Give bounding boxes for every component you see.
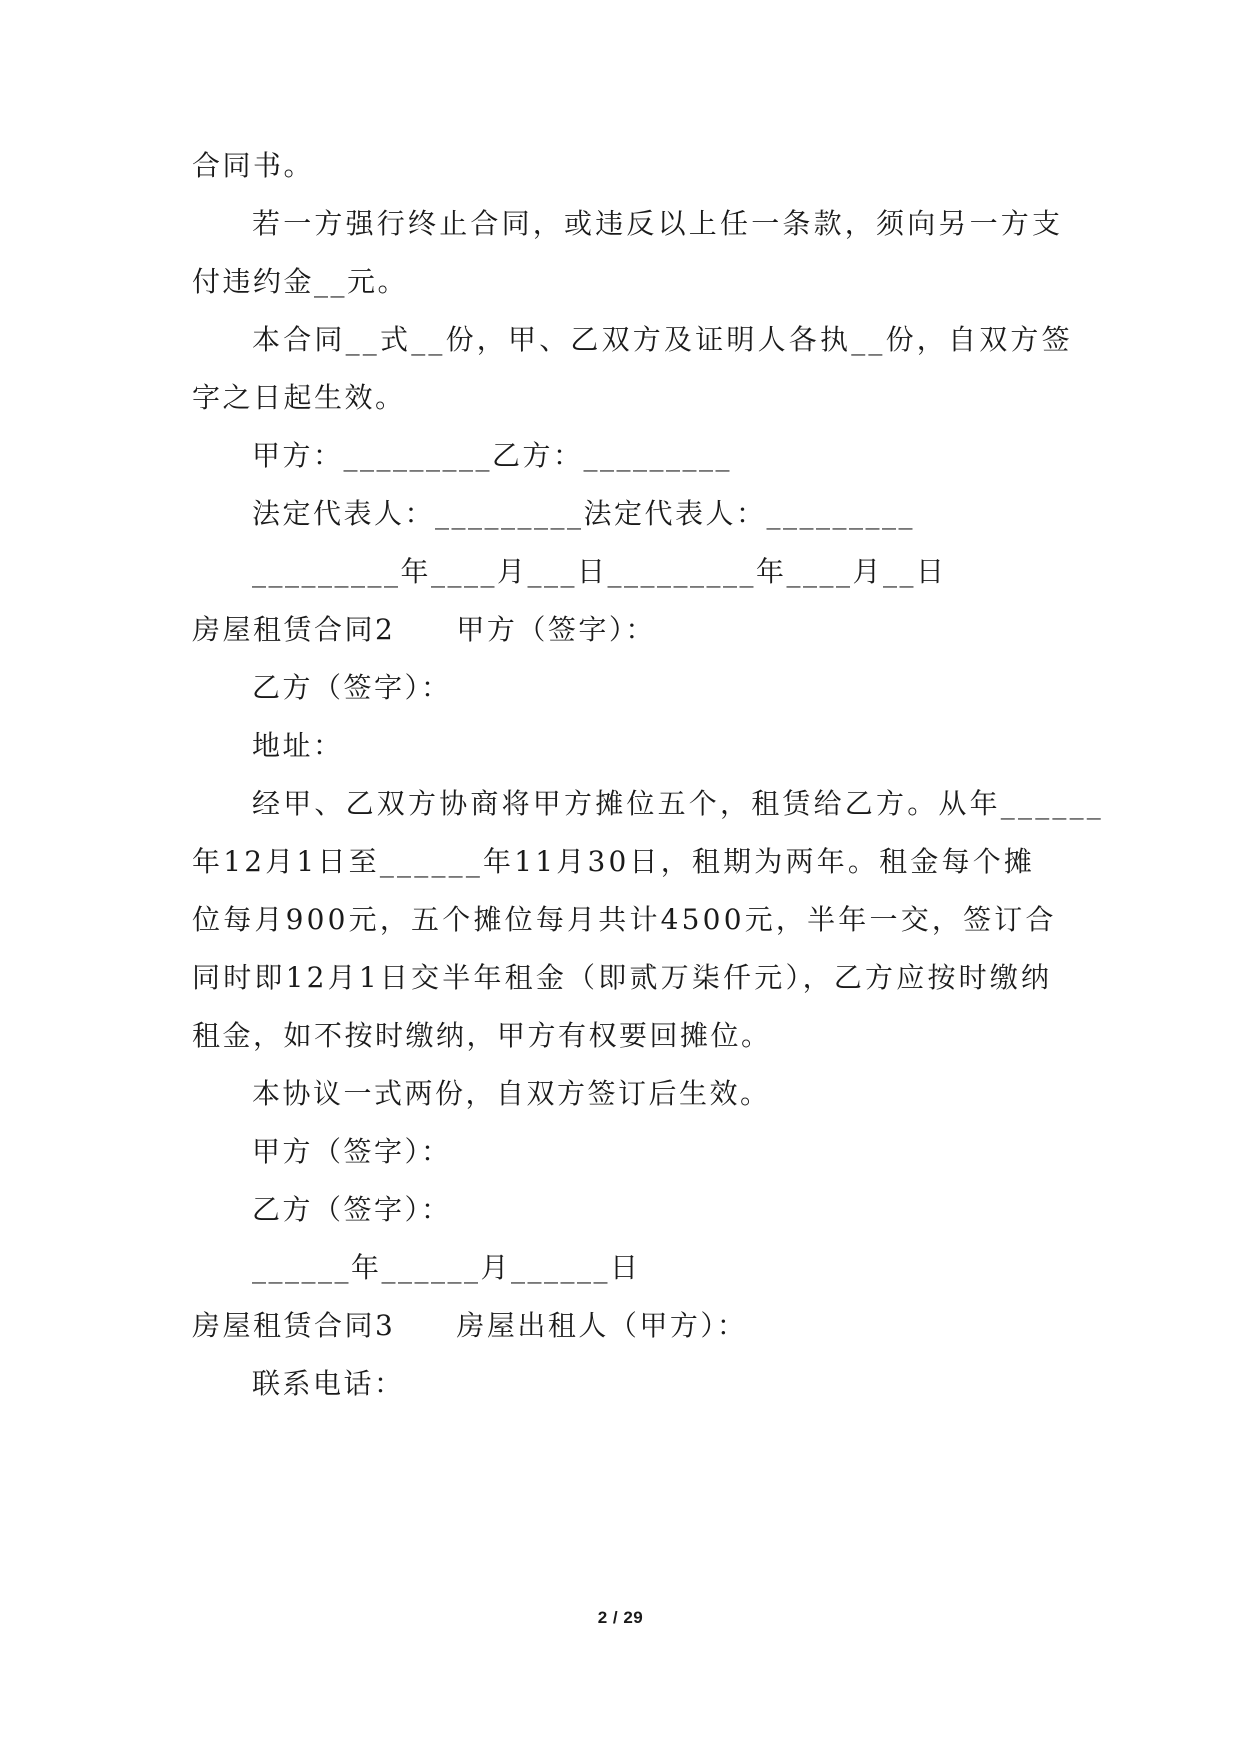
text-line-contract-book: 合同书。: [192, 149, 315, 182]
text-line-agreement-copies: 本协议一式两份，自双方签订后生效。: [252, 1077, 771, 1110]
text-line-lease-body-5: 租金，如不按时缴纳，甲方有权要回摊位。: [192, 1019, 772, 1052]
text-line-lease-body-1: 经甲、乙双方协商将甲方摊位五个，租赁给乙方。从年______: [252, 787, 1105, 820]
section-heading-contract-3: 房屋租赁合同3 房屋出租人（甲方）：: [192, 1309, 748, 1342]
text-line-address: 地址：: [252, 729, 344, 762]
text-line-lease-body-4: 同时即12月1日交半年租金（即贰万柒仟元），乙方应按时缴纳: [192, 961, 1053, 994]
signature-date-line-2: ______年______月______日: [252, 1251, 641, 1284]
text-line-copies-clause: 本合同__式__份，甲、乙双方及证明人各执__份，自双方签: [252, 323, 1073, 356]
signature-representative-line: 法定代表人：_________法定代表人：_________: [252, 497, 916, 530]
page-number: 2 / 29: [597, 1608, 644, 1627]
section-heading-contract-2: 房屋租赁合同2 甲方（签字）：: [192, 613, 656, 646]
text-line-termination-clause: 若一方强行终止合同，或违反以上任一条款，须向另一方支: [252, 207, 1064, 240]
text-line-contact-phone: 联系电话：: [252, 1367, 405, 1400]
signature-party-line: 甲方：_________乙方：_________: [252, 439, 733, 472]
text-line-lease-body-3: 位每月900元，五个摊位每月共计4500元，半年一交，签订合: [192, 903, 1057, 936]
text-line-party-b-signature: 乙方（签字）：: [252, 671, 452, 704]
signature-date-line: _________年____月___日_________年____月__日: [252, 555, 947, 588]
text-line-party-b-signature-2: 乙方（签字）：: [252, 1193, 452, 1226]
text-line-effective-date: 字之日起生效。: [192, 381, 406, 414]
text-line-lease-body-2: 年12月1日至______年11月30日，租期为两年。租金每个摊: [192, 845, 1036, 878]
text-line-party-a-signature: 甲方（签字）：: [252, 1135, 452, 1168]
text-line-penalty-amount: 付违约金__元。: [192, 265, 409, 298]
